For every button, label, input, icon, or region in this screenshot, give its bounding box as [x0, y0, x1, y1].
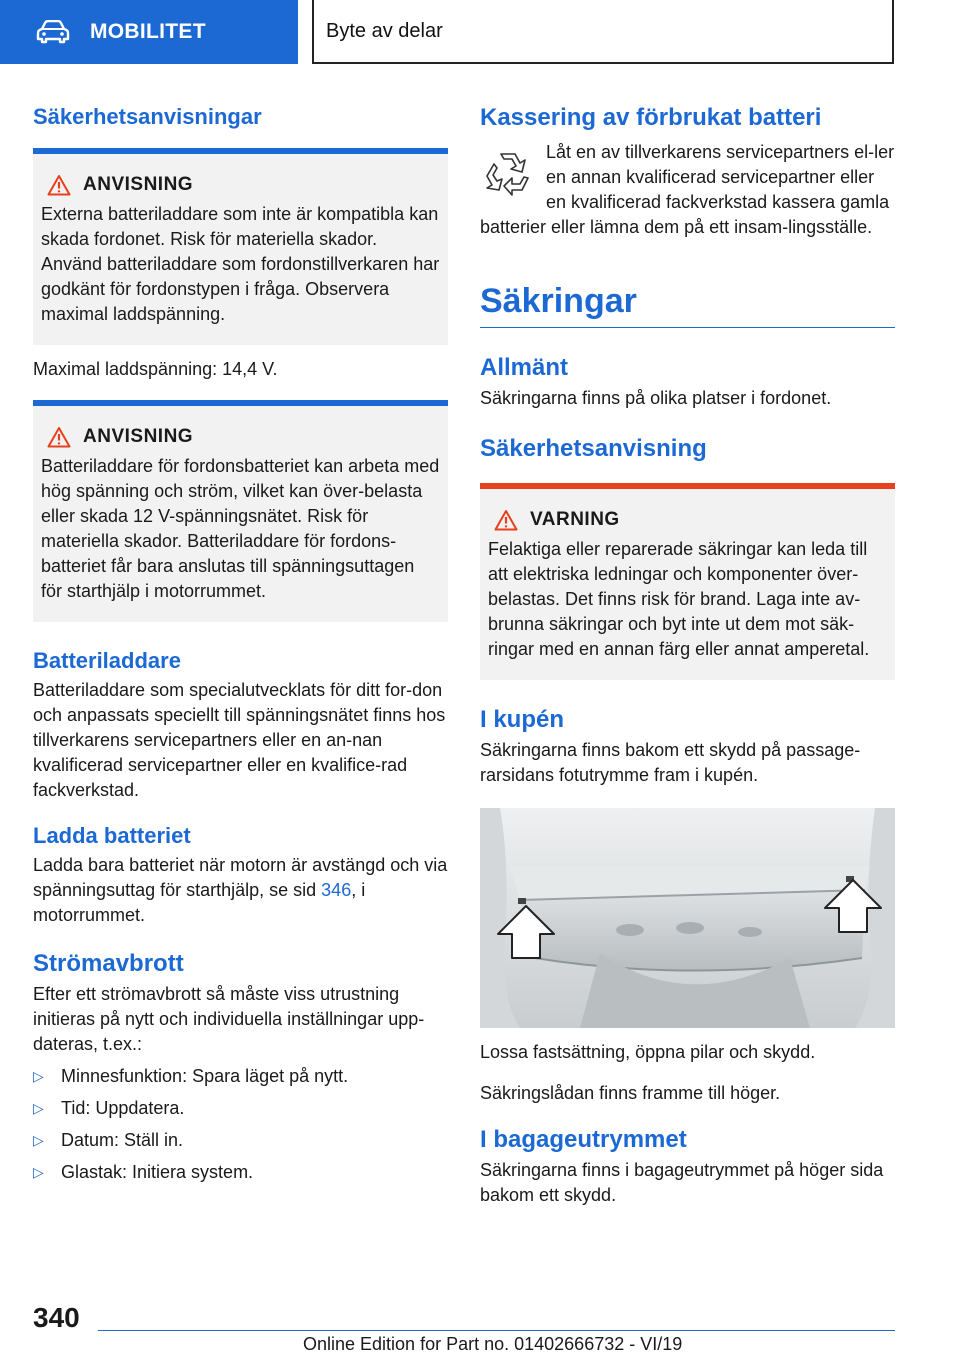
notice-text: Batteriladdare för fordonsbatteriet kan arbeta med hög spänning och ström, vilket kan över-belasta eller skada 12 V-spänningsnätet. Risk för materiella skador. Batteriladdare för fordons-batteriet får bara anslutas till spänningsuttagen för starthjälp i motorrummet.: [41, 456, 440, 601]
notice-box-1: [33, 148, 448, 345]
trunk-text: Säkringarna finns i bagageutrymmet på höger sida bakom ett skydd.: [480, 1160, 884, 1205]
heading-power-failure: Strömavbrott: [33, 950, 184, 977]
heading-trunk: I bagageutrymmet: [480, 1126, 687, 1153]
heading-general: Allmänt: [480, 354, 569, 381]
triangle-bullet-icon: ▷: [33, 1164, 44, 1180]
footwell-illustration: [480, 808, 895, 1028]
chapter-box: [312, 0, 894, 64]
power-list: [33, 1064, 448, 1185]
disposal-text: Låt en av tillverkarens servicepartners el-ler en annan kvalificerad servicepartner eller en kvalificerad fackverkstad kassera gamla batterier eller lämna dem på ett insam-lingsställe.: [480, 142, 895, 237]
fusebox-text: Säkringslådan finns framme till höger.: [480, 1083, 781, 1103]
warning-text: Felaktiga eller reparerade säkringar kan leda till att elektriska ledningar och komponenter över-belastas. Det finns risk för brand. Laga inte av-brunna säkringar och byt inte ut dem mot säk-ringar med en annan färg eller annat amperetal.: [488, 539, 870, 659]
notice-text: Externa batteriladdare som inte är kompatibla kan skada fordonet. Risk för materiella skador. Använd batteriladdare som fordonstillverkaren har godkänt för fordonstypen i fråga. Observera maximal laddspänning.: [41, 204, 440, 324]
general-text: Säkringarna finns på olika platser i fordonet.: [480, 388, 832, 408]
max-voltage-text: Maximal laddspänning: 14,4 V.: [33, 359, 278, 379]
triangle-bullet-icon: ▷: [33, 1132, 44, 1148]
heading-safety-instructions: Säkerhetsanvisningar: [33, 104, 262, 129]
warning-triangle-icon: [47, 174, 71, 196]
warning-triangle-icon: [494, 509, 518, 531]
car-icon: [36, 20, 70, 44]
heading-battery-charger: Batteriladdare: [33, 648, 181, 673]
warning-triangle-icon: [47, 426, 71, 448]
list-item: ▷ Datum: Ställ in.: [33, 1128, 448, 1153]
list-item: ▷ Minnesfunktion: Spara läget på nytt.: [33, 1064, 448, 1089]
section-title: MOBILITET: [90, 20, 206, 43]
cabin-text: Säkringarna finns bakom ett skydd på passage-rarsidans fotutrymme fram i kupén.: [480, 740, 861, 785]
heading-safety-instruction: Säkerhetsanvisning: [480, 435, 707, 462]
charge-text: Ladda bara batteriet när motorn är avstängd och via spänningsuttag för starthjälp, se sid 346, i motorrummet.: [33, 855, 448, 925]
heading-charge-battery: Ladda batteriet: [33, 823, 191, 848]
recycle-icon: [482, 148, 534, 200]
fuses-heading-wrap: [480, 282, 895, 328]
fuse-cover-photo: [480, 808, 895, 1028]
left-column: [33, 96, 448, 1185]
power-text: Efter ett strömavbrott så måste viss utrustning initieras på nytt och individuella inställningar upp-dateras, t.ex.:: [33, 984, 425, 1054]
disposal-block: [480, 140, 895, 240]
notice-box-2: [33, 400, 448, 622]
triangle-bullet-icon: ▷: [33, 1100, 44, 1116]
right-column: [480, 96, 895, 1208]
charger-text: Batteriladdare som specialutvecklats för ditt for-don och anpassats speciellt till spänningsnätet finns hos tillverkarens servicepartners eller en an-nan kvalificerad servicepartner eller en kvalifice-rad fackverkstad.: [33, 680, 446, 800]
warning-title: VARNING: [530, 509, 620, 530]
page-link-346[interactable]: 346: [321, 880, 352, 900]
list-item: ▷ Glastak: Initiera system.: [33, 1160, 448, 1185]
warning-box: [480, 483, 895, 680]
list-item: ▷ Tid: Uppdatera.: [33, 1096, 448, 1121]
page-number: 340: [33, 1302, 80, 1333]
section-tab: [0, 0, 298, 64]
chapter-title: Byte av delar: [326, 19, 443, 42]
heading-battery-disposal: Kassering av förbrukat batteri: [480, 104, 822, 131]
photo-caption: Lossa fastsättning, öppna pilar och skydd.: [480, 1042, 816, 1062]
heading-fuses: Säkringar: [480, 282, 637, 320]
notice-title: ANVISNING: [83, 174, 194, 195]
triangle-bullet-icon: ▷: [33, 1068, 44, 1084]
heading-cabin: I kupén: [480, 706, 565, 733]
notice-title: ANVISNING: [83, 426, 194, 447]
footer-edition: Online Edition for Part no. 01402666732 - VI/19: [303, 1334, 683, 1354]
footer-rule: [98, 1330, 895, 1331]
